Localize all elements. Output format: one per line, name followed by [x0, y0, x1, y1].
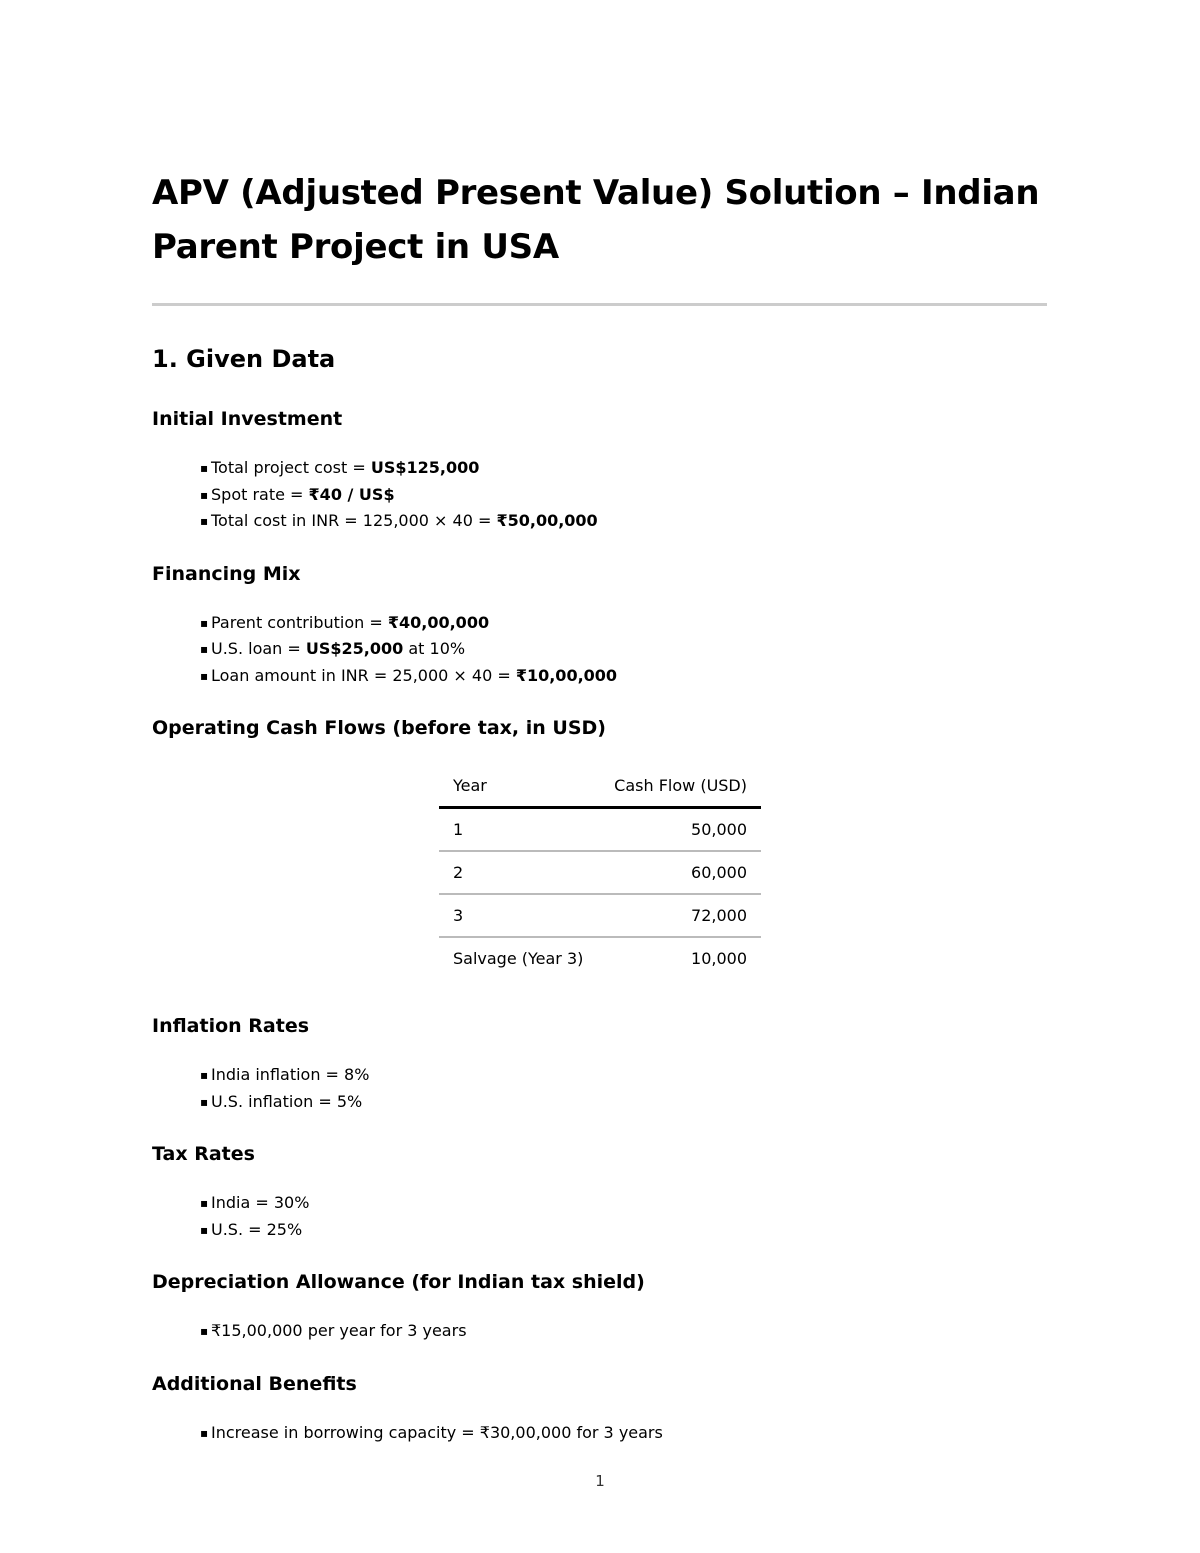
list-item: ▪ Total cost in INR = 125,000 × 40 = ₹50,00,000 — [200, 508, 1047, 535]
list-item: ▪ ₹15,00,000 per year for 3 years — [200, 1318, 1047, 1345]
bullet-icon: ▪ — [200, 514, 209, 528]
list-item: ▪ Parent contribution = ₹40,00,000 — [200, 610, 1047, 637]
list-item: ▪ U.S. inflation = 5% — [200, 1089, 1047, 1116]
list-item: ▪ Increase in borrowing capacity = ₹30,00,000 for 3 years — [200, 1420, 1047, 1447]
subheading-initial-investment: Initial Investment — [152, 408, 343, 430]
table-row — [439, 851, 761, 894]
subheading-tax-rates: Tax Rates — [152, 1143, 255, 1165]
bullet-icon: ▪ — [200, 615, 209, 630]
financing-mix-list — [152, 610, 1047, 690]
subheading-financing-mix: Financing Mix — [152, 562, 301, 585]
bullet-icon: ▪ — [200, 1094, 209, 1109]
list-item: ▪ India = 30% — [200, 1190, 1047, 1217]
cell-year: 1 — [453, 820, 464, 839]
list-item: ▪ U.S. loan = US$25,000 at 10% — [200, 636, 1047, 663]
subheading-inflation-rates: Inflation Rates — [152, 1015, 310, 1037]
section-heading-given-data: 1. Given Data — [152, 345, 336, 373]
table-row — [439, 894, 761, 937]
additional-benefits-list — [152, 1420, 1047, 1447]
table-header-row — [439, 764, 761, 808]
cell-year: 2 — [453, 863, 464, 882]
bullet-icon: ▪ — [200, 1068, 209, 1082]
bullet-icon: ▪ — [200, 642, 209, 656]
bullet-icon: ▪ — [200, 1196, 209, 1210]
table-row — [439, 808, 761, 852]
subheading-depreciation: Depreciation Allowance (for Indian tax shield) — [152, 1271, 645, 1293]
bullet-icon: ▪ — [200, 668, 209, 683]
cell-year: 3 — [453, 906, 464, 925]
list-item: ▪ India inflation = 8% — [200, 1062, 1047, 1089]
column-header-cash-flow: Cash Flow (USD) — [614, 775, 747, 795]
list-item: ▪ Total project cost = US$125,000 — [200, 455, 1047, 482]
cell-year: Salvage (Year 3) — [453, 949, 584, 968]
initial-investment-list — [152, 455, 1047, 535]
bullet-icon: ▪ — [200, 1324, 209, 1338]
bullet-icon: ▪ — [200, 1222, 209, 1237]
bullet-icon: ▪ — [200, 461, 209, 475]
document-content — [152, 166, 1047, 1446]
bullet-icon: ▪ — [200, 487, 209, 502]
document-title: APV (Adjusted Present Value) Solution – Indian Parent Project in USA — [152, 173, 1040, 267]
list-item: ▪ Spot rate = ₹40 / US$ — [200, 482, 1047, 509]
title-divider — [152, 303, 1047, 306]
page-number: 1 — [595, 1472, 605, 1490]
bullet-icon: ▪ — [200, 1425, 209, 1440]
cash-flow-table — [439, 764, 761, 979]
column-header-year: Year — [453, 775, 487, 795]
cell-cash-flow: 50,000 — [691, 820, 747, 839]
subheading-operating-cash-flows: Operating Cash Flows (before tax, in USD) — [152, 717, 606, 739]
tax-rates-list — [152, 1190, 1047, 1243]
cell-cash-flow: 72,000 — [691, 906, 747, 925]
table-row — [439, 937, 761, 979]
depreciation-list — [152, 1318, 1047, 1345]
cell-cash-flow: 60,000 — [691, 863, 747, 882]
list-item: ▪ U.S. = 25% — [200, 1217, 1047, 1244]
list-item: ▪ Loan amount in INR = 25,000 × 40 = ₹10,00,000 — [200, 663, 1047, 690]
cell-cash-flow: 10,000 — [691, 949, 747, 968]
inflation-rates-list — [152, 1062, 1047, 1115]
subheading-additional-benefits: Additional Benefits — [152, 1372, 357, 1395]
